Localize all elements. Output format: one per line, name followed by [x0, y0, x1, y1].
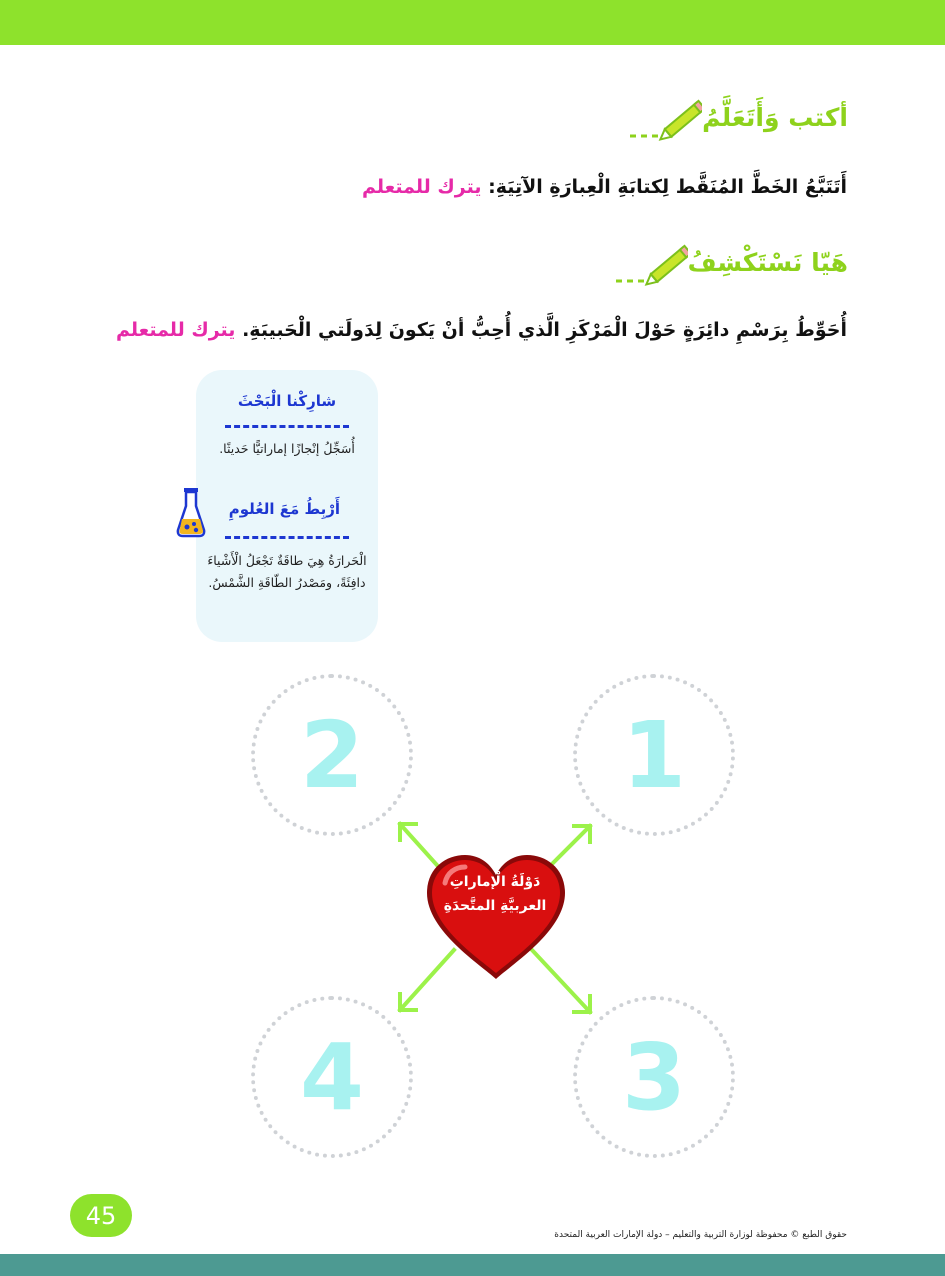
connect-science-title: أَرْبِطُ مَعَ العُلومِ [228, 500, 340, 518]
bottom-bar [0, 1254, 945, 1276]
copyright-text: حقوق الطبع © محفوظة لوزارة التربية والتعليم – دولة الإمارات العربية المتحدة [554, 1230, 847, 1240]
center-label: دَوْلَةُ الْإماراتِ العربيَّةِ المتَّحدَةِ [443, 874, 547, 914]
share-research-title: شارِكْنا الْبَحْثَ [237, 392, 337, 410]
option-circle-4[interactable] [251, 996, 413, 1158]
instruction-text: أَتَتَبَّعُ الخَطَّ المُنَقَّط لِكتابَةِ الْعِبارَةِ الآتِيَةِ: [488, 176, 847, 198]
connect-science-text: الْحَرارَةُ هِيَ طاقَةٌ تَجْعَلُ الْأَشْياءَ دافِئَةً، ومَصْدرُ الطّاقَةِ الشَّمْسُ. [207, 553, 367, 590]
circle-number: 3 [621, 1023, 686, 1131]
instruction-text: أُحَوِّطُ بِرَسْمِ دائِرَةٍ حَوْلَ الْمَرْكَزِ الَّذي أُحِبُّ أنْ يَكونَ لِدَولَتي الْحَبيبَةِ. [242, 319, 847, 341]
share-research-text: أُسَجِّلُ إنْجازًا إماراتيًّا حَديثًا. [219, 441, 355, 456]
option-circle-3[interactable] [573, 996, 735, 1158]
circle-number: 1 [621, 701, 686, 809]
section-title: أكتب وَأَتَعَلَّمُ [702, 102, 848, 132]
circle-number: 2 [299, 701, 364, 809]
section-title: هَيّا نَسْتَكْشِفُ [687, 247, 848, 277]
teacher-note: يترك للمتعلم [361, 176, 482, 198]
page-number: 45 [70, 1194, 132, 1237]
circle-number: 4 [299, 1023, 364, 1131]
option-circle-2[interactable] [251, 674, 413, 836]
option-circle-1[interactable] [573, 674, 735, 836]
teacher-note: يترك للمتعلم [115, 319, 236, 341]
